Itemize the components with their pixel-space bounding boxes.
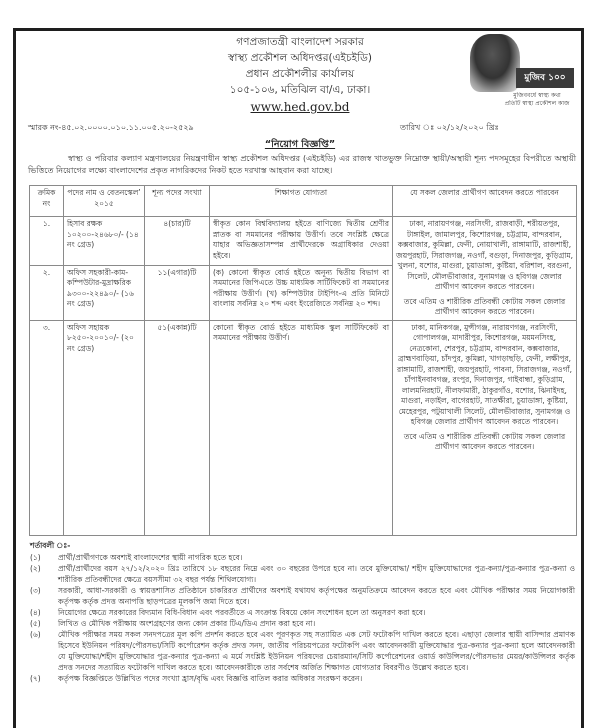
terms-item-number: (৩) [30, 586, 41, 595]
department-title: স্বাস্থ্য প্রকৌশল অধিদপ্তর(এইচইডি) [228, 52, 372, 64]
terms-item [30, 618, 575, 629]
row-post: অফিস সহায়ক ৮২৫০-২০০১০/- (২০ নং গ্রেড) [64, 320, 145, 536]
mujib-100-badge: মুজিব ১০০ [516, 68, 574, 88]
row-districts [393, 217, 577, 321]
header-qualification: শিক্ষাগত যোগ্যতা [210, 186, 393, 217]
terms-item [30, 585, 575, 607]
terms-item-text: প্রার্থী/প্রার্থীগণকে অবশ্যই বাংলাদেশের স্থায়ী নাগরিক হতে হবে। [58, 553, 243, 562]
terms-item-text: লিখিত ও মৌখিক পরীক্ষায় অংশগ্রহণের জন্য কোন প্রকার টিএ/ডিএ প্রদান করা হবে না। [58, 619, 316, 628]
logo-caption-line-1: মুজিববর্ষে স্বাস্থ্য কথা [513, 92, 561, 99]
row-serial: ১. [30, 217, 64, 266]
districts-quota-note: তবে এতিম ও শারীরিক প্রতিবন্ধী কোটায় সকল জেলার প্রার্থীগণ আবেদন করতে পারবেন। [403, 431, 566, 451]
row-vacancies: ১১(এগার)টি [145, 265, 210, 320]
mujib-100-logo [458, 34, 576, 118]
portrait-image [470, 34, 520, 92]
row-districts [393, 320, 577, 536]
row-vacancies: ৫১(একান্ন)টি [145, 320, 210, 536]
row-qualification: স্বীকৃত কোন বিশ্ববিদ্যালয় হইতে বাণিজ্যে দ্বিতীয় শ্রেণীর স্নাতক বা সমমানের পরীক্ষায় উত্তীর্ণ। তবে সংশ্লিষ্ট ক্ষেত্রে যাহার অভিজ্ঞতাসম্পন্ন প্রার্থীদেরকে অগ্রাধিকার দেওয়া হইবে। [210, 217, 393, 266]
table-row [30, 320, 577, 536]
row-post: হিসাব রক্ষক ১০২০০-২৪৬৮০/- (১৪ নং গ্রেড) [64, 217, 145, 266]
row-serial: ২. [30, 265, 64, 320]
districts-quota-note: তবে এতিম ও শারীরিক প্রতিবন্ধী কোটায় সকল জেলার প্রার্থীগণ আবেদন করতে পারবেন। [403, 296, 566, 316]
terms-item-number: (১) [30, 553, 41, 562]
terms-item-text: মৌখিক পরীক্ষার সময় সকল সনদপত্রের মূল কপি প্রদর্শন করতে হবে এবং পূরণকৃত সহ সত্যায়িত এক সেট ফটোকপি দাখিল করতে হবে। এছাড়া জেলার স্থায়ী বাসিন্দার প্রমাণক হিসেবে ইউনিয়ন পরিষদ/পৌরসভা/সিটি কর্পোরেশন কর্তৃক প্রদত্ত সনদ, জাতীয় পরিচয়পত্রের ফটোকপি এবং আবেদনকারী মুক্তিযোদ্ধার পুত্র-কন্যার পুত্র-কন্যা হলে আবেদনকারী যে মুক্তিযোদ্ধা/শহীদ মুক্তিযোদ্ধার পুত্র-কন্যার পুত্র-কন্যা এ মর্মে সংশ্লিষ্ট ইউনিয়ন পরিষদের চেয়ারম্যান/সিটি কর্পোরেশনের ওয়ার্ড কাউন্সিলর/পৌরসভার মেয়র/কাউন্সিলর কর্তৃক প্রদত্ত সনদের সত্যায়িত ফটোকপি দাখিল করতে হবে। আবেদনকারীকে তার সর্বশেষ অর্জিত শিক্ষাগত যোগ্যতার বিবরণীও উল্লেখ করতে হবে। [58, 630, 575, 672]
header-eligible-districts: যে সকল জেলার প্রার্থীগণ আবেদন করতে পারবেন [393, 186, 577, 217]
terms-item-text: কর্তৃপক্ষ বিজ্ঞপ্তিতে উল্লিখিত পদের সংখ্যা হ্রাস/বৃদ্ধি এবং বিজ্ঞপ্তি বাতিল করার অধিকার সংরক্ষণ করেন। [58, 674, 363, 683]
terms-item-number: (৭) [30, 674, 41, 683]
terms-item [30, 552, 575, 563]
terms-item-text: প্রার্থী/প্রার্থীদের বয়স ২৭/১২/২০২০ খ্রিঃ তারিখে ১৮ বছরের নিম্নে এবং ৩০ বছরের উপরে হবে না। তবে মুক্তিযোদ্ধা/ শহীদ মুক্তিযোদ্ধাদের পুত্র-কন্যা/পুত্র-কন্যার পুত্র-কন্যা ও শারীরিক প্রতিবন্ধীদের ক্ষেত্রে বয়সসীমা ৩২ বছর পর্যন্ত শিথিলযোগ্য। [58, 564, 575, 584]
table-header-row [30, 186, 577, 217]
office-address: ১০৫-১০৬, মতিঝিল বা/এ, ঢাকা। [229, 84, 371, 96]
districts-list: ঢাকা, মানিকগঞ্জ, মুন্সীগঞ্জ, নারায়ণগঞ্জ, নরসিংদী, গোপালগঞ্জ, মাদারীপুর, কিশোরগঞ্জ, ময়মনসিংহ, নেত্রকোনা, শেরপুর, চট্টগ্রাম, বান্দরবান, কক্সবাজার, ব্রাহ্মণবাড়িয়া, চাঁদপুর, কুমিল্লা, খাগড়াছড়ি, ফেনী, লক্ষীপুর, রাঙ্গামাটি, রাজশাহী, জয়পুরহাট, পাবনা, সিরাজগঞ্জ, নওগাঁ, চাঁপাইনবাবগঞ্জ, রংপুর, দিনাজপুর, গাইবান্ধা, কুড়িগ্রাম, লালমনিরহাট, নীলফামারী, ঠাকুরগাঁও, যশোর, ঝিনাইদহ, মাগুরা, নড়াইল, বাগেরহাট, সাতক্ষীরা, চুয়াডাঙ্গা, কুষ্টিয়া, মেহেরপুর, পটুয়াখালী সিলেট, মৌলভীবাজার, সুনামগঞ্জ ও হবিগঞ্জ জেলার প্রার্থীগণ আবেদন করতে পারবেন। [396, 322, 573, 426]
row-qualification: কোনো স্বীকৃত বোর্ড হইতে মাধ্যমিক স্কুল সার্টিফিকেট বা সমমানের পরীক্ষায় উত্তীর্ণ। [210, 320, 393, 536]
districts-list: ঢাকা, নারায়ণগঞ্জ, নরসিংদী, রাজবাড়ী, শরীয়তপুর, টাঙ্গাইল, জামালপুর, কিশোরগঞ্জ, চট্টগ্রাম, বান্দরবান, কক্সবাজার, কুমিল্লা, ফেনী, নোয়াখালী, রাঙ্গামাটি, রাজশাহী, জয়পুরহাট, সিরাজগঞ্জ, নওগাঁ, বগুড়া, দিনাজপুর, কুড়িগ্রাম, খুলনা, যশোর, মাগুরা, চুয়াডাঙ্গা, কুষ্টিয়া, বরিশাল, বরগুনা, সিলেট, মৌলভীবাজার, সুনামগঞ্জ ও হবিগঞ্জ জেলার প্রার্থীগণ আবেদন করতে পারবেন। [396, 219, 574, 291]
office-title: প্রধান প্রকৌশলীর কার্যালয় [245, 68, 355, 80]
terms-item-number: (৫) [30, 619, 41, 628]
row-serial: ৩. [30, 320, 64, 536]
table-row [30, 217, 577, 266]
website-link[interactable]: www.hed.gov.bd [250, 100, 350, 114]
terms-item [30, 629, 575, 673]
terms-item [30, 563, 575, 585]
intro-paragraph: স্বাস্থ্য ও পরিবার কল্যাণ মন্ত্রণালয়ের নিয়ন্ত্রণাধীন স্বাস্থ্য প্রকৌশল অধিদপ্তর (এইচইডি) এর রাজস্ব খাতভুক্ত নিম্নোক্ত স্থায়ী/অস্থায়ী শূন্য পদসমূহের বিপরীতে অস্থায়ী ভিত্তিতে নিয়োগের লক্ষ্যে বাংলাদেশের প্রকৃত নাগরিকদের নিকট হতে দরখাস্ত আহবান করা যাচ্ছে। [28, 154, 576, 175]
terms-item-number: (২) [30, 564, 41, 573]
terms-heading: শর্তাবলী ঃ- [30, 541, 71, 550]
header-vacancies: শূন্য পদের সংখ্যা [145, 186, 210, 217]
header-serial: ক্রমিক নং [30, 186, 64, 217]
terms-item-number: (৬) [30, 630, 41, 639]
logo-caption-line-2: প্রতিটি স্বাস্থ্য প্রকৌশল কাজ [504, 100, 570, 107]
row-vacancies: ৪(চার)টি [145, 217, 210, 266]
terms-item-text: নিয়োগের ক্ষেত্রে সরকারের বিদ্যমান বিধি-বিধান এবং পরবর্তীতে এ সংক্রান্ত বিষয়ে কোন সংশোধন হলে তা অনুসরণ করা হবে। [58, 608, 426, 617]
notice-title: “নিয়োগ বিজ্ঞপ্তি” [264, 139, 336, 150]
terms-section [30, 540, 575, 684]
memo-number: স্মারক নং-৪৫.০২.০০০০.০১০.১১.০০৫.২০-২৫২৯ [28, 123, 194, 132]
terms-item [30, 607, 575, 618]
header-post-name: পদের নাম ও বেতনস্কেল’ ২০১৫ [64, 186, 145, 217]
terms-item-number: (৪) [30, 608, 41, 617]
government-title: গণপ্রজাতন্ত্রী বাংলাদেশ সরকার [236, 36, 364, 48]
row-post: অফিস সহকারী-কাম-কম্পিউটার-মুদ্রাক্ষরিক ৯৩০০-২২৪৯০/- (১৬ নং গ্রেড) [64, 265, 145, 320]
terms-item [30, 673, 575, 684]
row-qualification: (ক) কোনো স্বীকৃত বোর্ড হইতে অনূন্য দ্বিতীয় বিভাগ বা সমমানের জিপিএতে উচ্চ মাধ্যমিক সার্টিফিকেট বা সমমানের পরীক্ষায় উত্তীর্ণ। (খ) কম্পিউটার টাইপিং-এ প্রতি মিনিটে বাংলায় সর্বনিম্ন ২০ শব্দ এবং ইংরেজিতে সর্বনিম্ন ২০ শব্দ। [210, 265, 393, 320]
vacancy-table [29, 185, 577, 536]
terms-item-text: সরকারী, আধা-সরকারী ও স্বায়ত্তশাসিত প্রতিষ্ঠানে চাকরিরত প্রার্থীদের অবশ্যই যথাযথ কর্তৃপক্ষের অনুমতিক্রমে আবেদন করতে হবে এবং মৌখিক পরীক্ষার সময় নিয়োগকারী কর্তৃপক্ষ কর্তৃক প্রদত্ত অনাপত্তি ছাড়পত্রের মূলকপি জমা দিতে হবে। [58, 586, 575, 606]
notice-date: তারিখ ঃ ০২/১২/২০২০ খ্রিঃ [400, 123, 499, 132]
